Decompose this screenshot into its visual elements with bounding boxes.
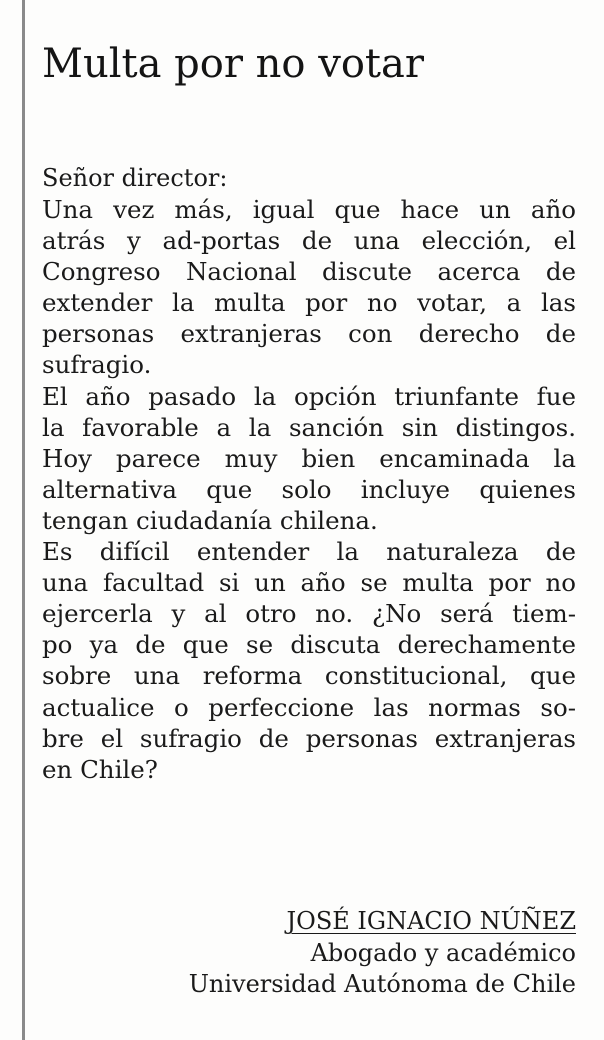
body-line: Congreso Nacional discute acerca de [42,257,576,287]
body-line: bre el sufragio de personas extranjeras [42,723,576,753]
body-line: atrás y ad-portas de una elección, el [42,226,576,256]
body-line: actualice o perfeccione las normas so- [42,692,576,722]
salutation: Señor director: [42,164,228,192]
body-line: alternativa que solo incluye quienes [42,474,576,504]
body-line: El año pasado la opción triunfante fue [42,381,576,411]
body-line: en Chile? [42,754,158,784]
body-line: sobre una reforma constitucional, que [42,661,576,691]
body-line: sufragio. [42,350,152,380]
author-name: JOSÉ IGNACIO NÚÑEZ [286,907,576,935]
body-line: la favorable a la sanción sin distingos. [42,412,576,442]
body-line: tengan ciudadanía chilena. [42,505,378,535]
body-line: Una vez más, igual que hace un año [42,195,576,224]
author-role: Abogado y académico [310,938,576,967]
letter-title: Multa por no votar [42,41,424,87]
body-line: una facultad si un año se multa por no [42,568,576,598]
body-line: Es difícil entender la naturaleza de [42,537,576,567]
body-line: po ya de que se discuta derechamente [42,630,576,660]
signature-block [189,906,576,1001]
body-line: personas extranjeras con derecho de [42,319,576,349]
body-line: extender la multa por no votar, a las [42,288,576,318]
column-divider-line [22,0,25,1040]
author-institution: Universidad Autónoma de Chile [188,970,576,998]
body-line: Hoy parece muy bien encaminada la [42,443,576,473]
body-line: ejercerla y al otro no. ¿No será tiem- [42,599,576,629]
letter-body [42,194,576,785]
